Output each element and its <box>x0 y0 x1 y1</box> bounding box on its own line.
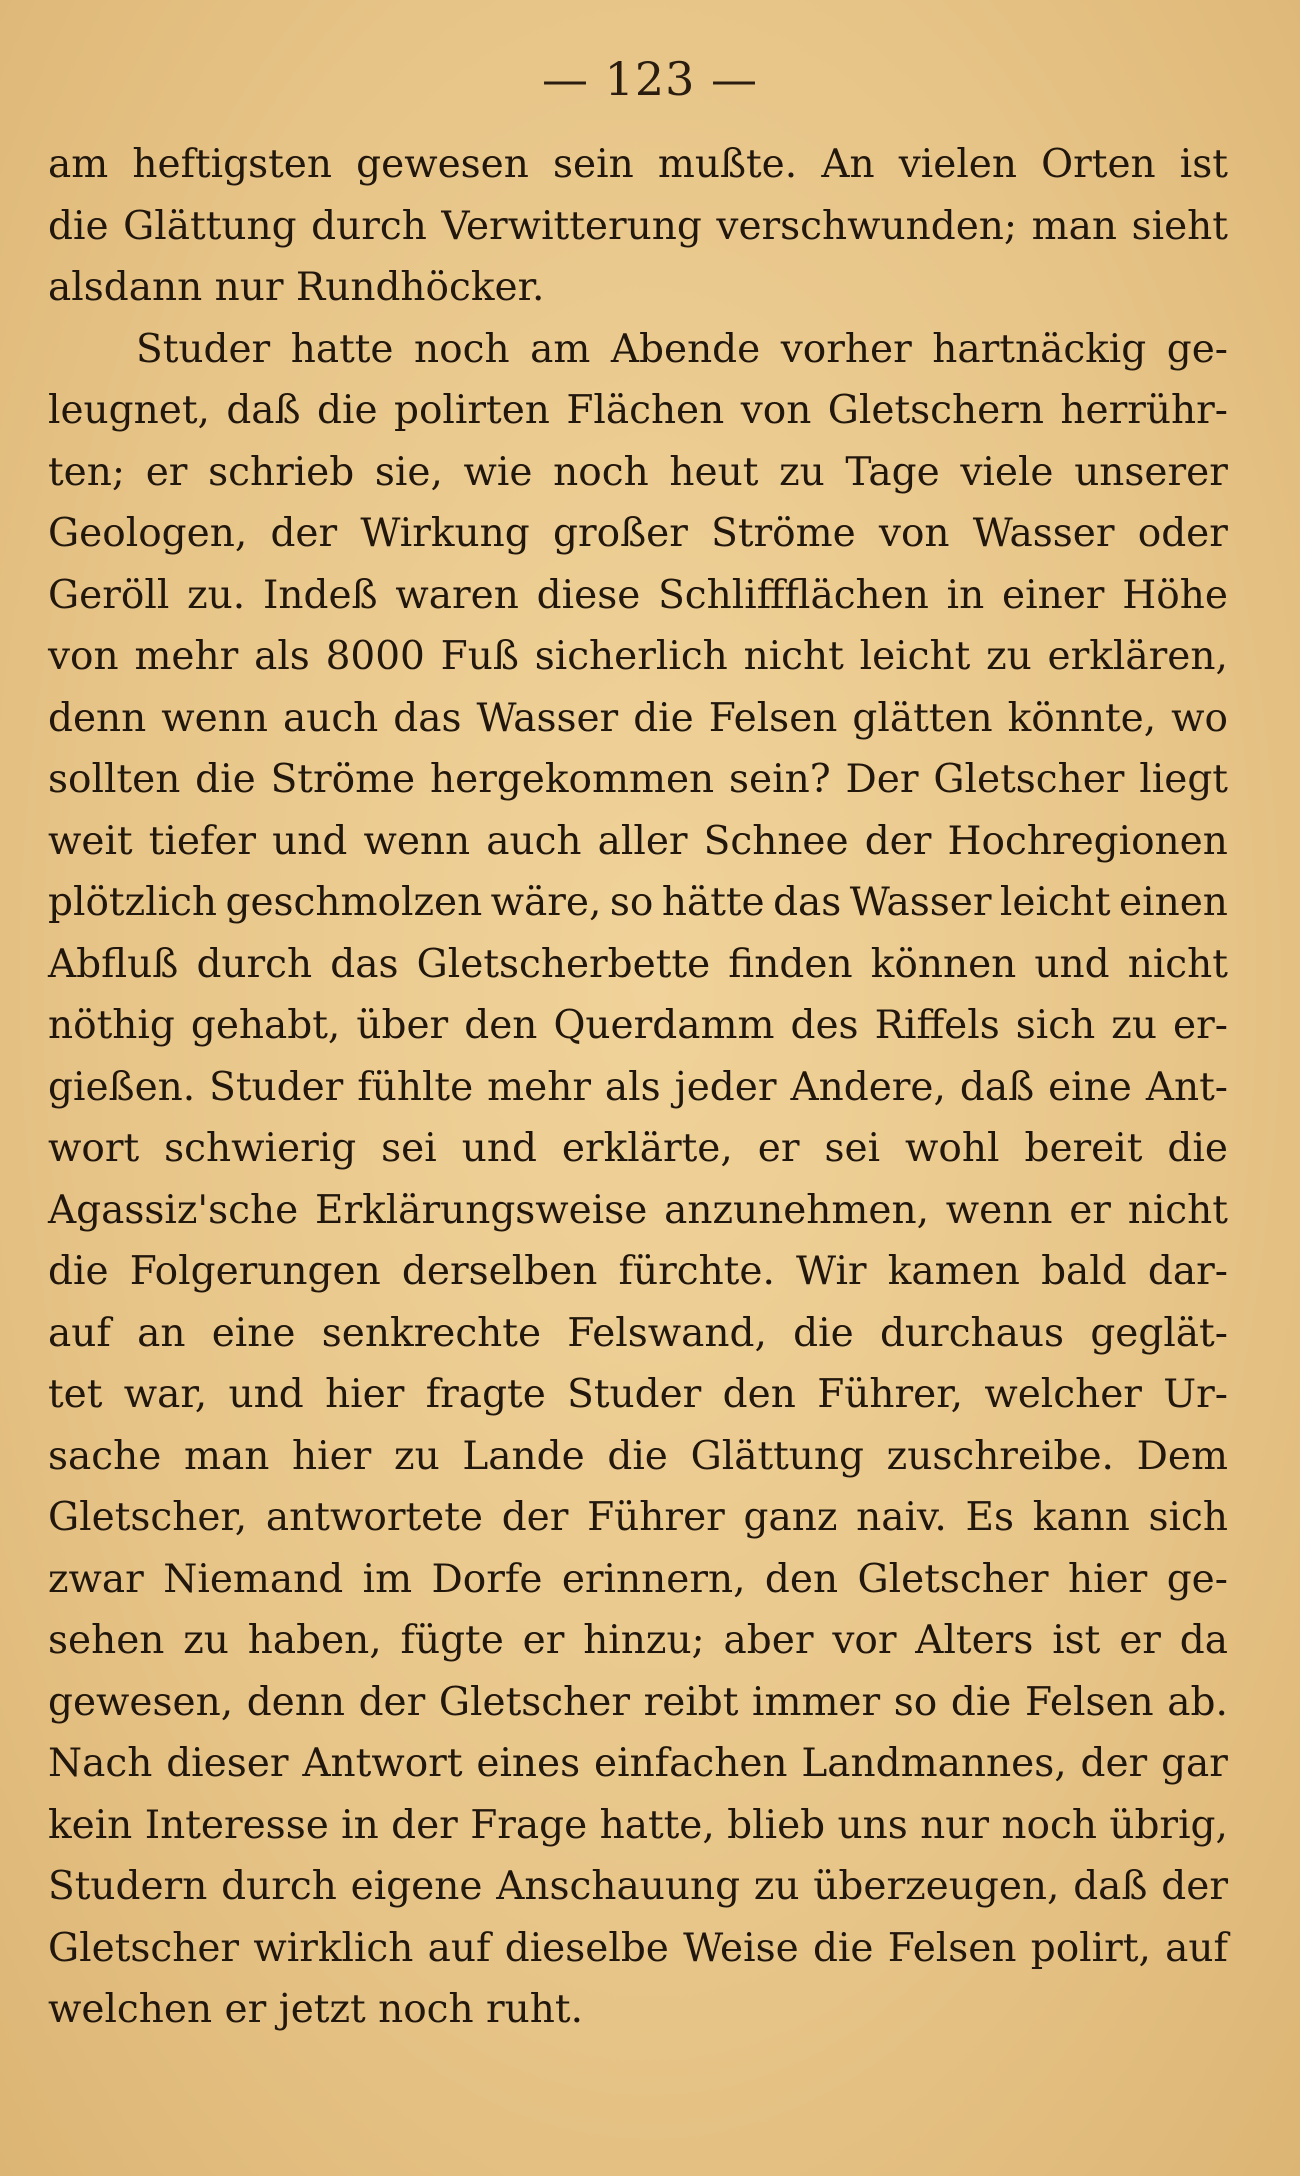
text-line: wort schwierig sei und erklärte, er sei wohl bereit die <box>48 1126 1228 1171</box>
text-line: zwar Niemand im Dorfe erinnern, den Gletscher hier ge- <box>48 1556 1228 1602</box>
text-line: welchen er jetzt noch ruht. <box>48 1987 583 2032</box>
text-line: weit tiefer und wenn auch aller Schnee der Hochregionen <box>48 818 1228 864</box>
text-line: die Glättung durch Verwitterung verschwunden; man sieht <box>48 203 1228 249</box>
text-line: Abfluß durch das Gletscherbette finden können und nicht <box>48 941 1228 987</box>
text-line: Geröll zu. Indeß waren diese Schliffflächen in einer Höhe <box>48 572 1228 618</box>
text-line: Nach dieser Antwort eines einfachen Landmannes, der gar <box>48 1741 1228 1786</box>
text-line: am heftigsten gewesen sein mußte. An vielen Orten ist <box>48 142 1228 187</box>
text-line: sollten die Ströme hergekommen sein? Der Gletscher liegt <box>48 757 1228 802</box>
text-line: leugnet, daß die polirten Flächen von Gletschern herrühr- <box>48 388 1228 433</box>
text-line: von mehr als 8000 Fuß sicherlich nicht leicht zu erklären, <box>48 634 1228 679</box>
text-line: Geologen, der Wirkung großer Ströme von Wasser oder <box>48 511 1228 556</box>
text-line: alsdann nur Rundhöcker. <box>48 265 545 310</box>
text-line: gewesen, denn der Gletscher reibt immer so die Felsen ab. <box>48 1679 1228 1725</box>
text-line: tet war, und hier fragte Studer den Führer, welcher Ur- <box>48 1372 1228 1417</box>
text-line: die Folgerungen derselben fürchte. Wir kamen bald dar- <box>48 1249 1228 1294</box>
page-number: — 123 — <box>541 52 759 106</box>
text-line: ten; er schrieb sie, wie noch heut zu Tage viele unserer <box>48 449 1228 495</box>
text-line: auf an eine senkrechte Felswand, die durchaus geglät- <box>48 1310 1228 1356</box>
text-line: denn wenn auch das Wasser die Felsen glätten könnte, wo <box>48 695 1228 741</box>
body-text <box>48 142 1228 2049</box>
text-line: Studer hatte noch am Abende vorher hartnäckig ge- <box>136 326 1228 372</box>
text-line: plötzlich geschmolzen wäre, so hätte das Wasser leicht einen <box>48 880 1228 925</box>
text-line: kein Interesse in der Frage hatte, blieb uns nur noch übrig, <box>48 1802 1228 1848</box>
text-line: nöthig gehabt, über den Querdamm des Riffels sich zu er- <box>48 1003 1228 1048</box>
text-line: sache man hier zu Lande die Glättung zuschreibe. Dem <box>48 1433 1228 1479</box>
text-line: Studern durch eigene Anschauung zu überzeugen, daß der <box>48 1864 1228 1909</box>
text-line: Gletscher wirklich auf dieselbe Weise die Felsen polirt, auf <box>48 1925 1228 1971</box>
text-line: Gletscher, antwortete der Führer ganz naiv. Es kann sich <box>48 1495 1228 1540</box>
text-line: sehen zu haben, fügte er hinzu; aber vor Alters ist er da <box>48 1618 1228 1663</box>
text-line: gießen. Studer fühlte mehr als jeder Andere, daß eine Ant- <box>48 1064 1228 1110</box>
text-line: Agassiz'sche Erklärungsweise anzunehmen, wenn er nicht <box>48 1187 1228 1233</box>
